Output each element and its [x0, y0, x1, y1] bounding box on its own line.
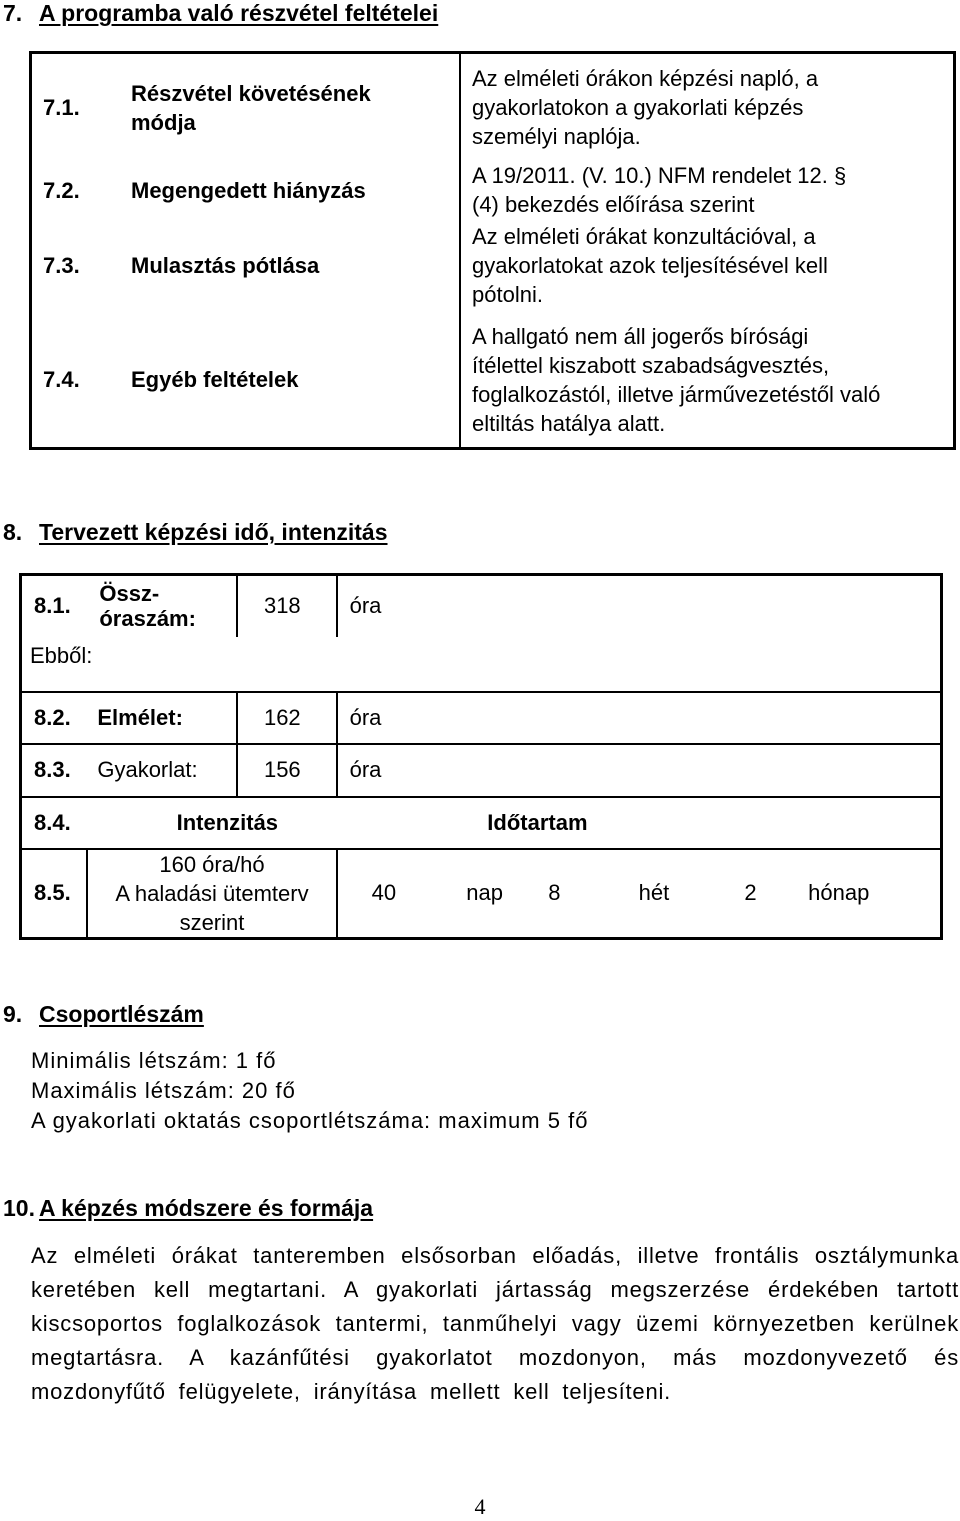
table-row	[31, 312, 955, 449]
row-label-line: Össz-	[99, 581, 160, 607]
row-value	[460, 161, 955, 219]
training-time-table	[19, 573, 943, 940]
row-label: Megengedett hiányzás	[129, 161, 460, 219]
page-number: 4	[474, 1494, 486, 1519]
section-10-heading	[3, 1195, 373, 1222]
row-label	[87, 575, 237, 637]
hours-value: 162	[237, 692, 337, 744]
duration-header: Időtartam	[427, 797, 941, 849]
days-value: 40	[337, 849, 428, 939]
section-number: 7.	[3, 0, 23, 26]
intensity-line: 160 óra/hó	[159, 851, 265, 877]
table-row	[31, 53, 955, 162]
row-number: 8.1.	[34, 593, 71, 619]
empty-cell	[427, 575, 941, 637]
hours-value: 156	[237, 744, 337, 797]
section-7-heading	[3, 0, 438, 27]
table-row	[31, 161, 955, 219]
section-title: Tervezett képzési idő, intenzitás	[39, 519, 388, 545]
months-value: 2	[699, 849, 780, 939]
value-line: pótolni.	[472, 282, 543, 307]
section-title: A képzés módszere és formája	[39, 1195, 374, 1221]
value-line: (4) bekezdés előírása szerint	[472, 192, 755, 217]
participation-conditions-table	[29, 51, 956, 450]
months-unit: hónap	[780, 849, 941, 939]
row-label-line: módja	[131, 109, 196, 135]
section-number: 10.	[3, 1195, 35, 1221]
days-unit: nap	[427, 849, 510, 939]
table-row	[21, 575, 942, 637]
empty-cell	[427, 744, 941, 797]
row-label: Elmélet:	[87, 692, 237, 744]
row-number: 8.3.	[21, 744, 88, 797]
value-line: foglalkozástól, illetve járművezetéstől való	[472, 381, 881, 407]
group-size-list	[31, 1046, 588, 1136]
value-line: Az elméleti órákat konzultációval, a	[472, 224, 816, 249]
row-value	[460, 219, 955, 312]
intensity-line: A haladási ütemterv	[115, 880, 309, 906]
row-number: 8.4.	[21, 797, 88, 849]
weeks-unit: hét	[613, 849, 700, 939]
table-row	[21, 797, 942, 849]
value-line: A hallgató nem áll jogerős bírósági	[472, 323, 809, 349]
intensity-header: Intenzitás	[87, 797, 427, 849]
row-value	[460, 53, 955, 162]
subtotal-label: Ebből:	[30, 642, 93, 668]
value-line: gyakorlatokon a gyakorlati képzés	[472, 95, 804, 120]
min-group-size: Minimális létszám: 1 fő	[31, 1048, 277, 1073]
hours-unit: óra	[349, 593, 382, 619]
table-row	[21, 692, 942, 744]
section-title: A programba való részvétel feltételei	[39, 0, 439, 26]
section-9-heading	[3, 1001, 204, 1028]
row-label	[129, 53, 460, 162]
max-group-size: Maximális létszám: 20 fő	[31, 1078, 296, 1103]
practical-group-size: A gyakorlati oktatás csoportlétszáma: maximum 5 fő	[31, 1108, 589, 1133]
row-number: 7.1.	[43, 95, 80, 120]
value-line: személyi naplója.	[472, 124, 641, 149]
row-label-line: Részvétel követésének	[131, 80, 371, 106]
hours-value: 318	[237, 575, 337, 637]
section-number: 9.	[3, 1001, 23, 1027]
table-row	[21, 637, 942, 692]
row-label: Egyéb feltételek	[129, 312, 460, 449]
row-number: 7.3.	[43, 253, 80, 278]
table-row	[21, 849, 942, 939]
method-paragraph: Az elméleti órákat tanteremben elsősorban előadás, illetve frontális osztálymunka keretében kell megtartani. A gyakorlati jártasság megszerzése érdekében tartott kiscsoportos foglalkozások tantermi, tanműhelyi vagy üzemi környezetben kerülnek megtartásra. A kazánfűtési gyakorlatot mozdonyon, más mozdonyvezető és mozdonyfűtő felügyelete, irányítása mellett kell teljesíteni.	[31, 1243, 959, 1404]
hours-unit: óra	[337, 744, 428, 797]
intensity-value	[87, 849, 336, 939]
table-row	[21, 744, 942, 797]
row-label-line: óraszám:	[99, 606, 196, 632]
row-number: 8.2.	[21, 692, 88, 744]
value-line: ítélettel kiszabott szabadságvesztés,	[472, 352, 830, 378]
row-number: 8.5.	[21, 849, 88, 939]
section-title: Csoportlészám	[39, 1001, 204, 1027]
value-line: Az elméleti órákon képzési napló, a	[472, 66, 819, 91]
empty-cell	[427, 692, 941, 744]
value-line: eltiltás hatálya alatt.	[472, 410, 666, 436]
row-label: Mulasztás pótlása	[129, 219, 460, 312]
section-number: 8.	[3, 519, 23, 545]
table-row	[31, 219, 955, 312]
value-line: gyakorlatokat azok teljesítésével kell	[472, 253, 828, 278]
row-number: 7.4.	[43, 367, 80, 392]
row-number: 7.2.	[43, 177, 80, 203]
value-line: A 19/2011. (V. 10.) NFM rendelet 12. §	[472, 163, 847, 188]
row-label: Gyakorlat:	[87, 744, 237, 797]
intensity-line: szerint	[179, 909, 245, 935]
row-value	[460, 312, 955, 449]
weeks-value: 8	[510, 849, 612, 939]
section-8-heading	[3, 519, 388, 546]
hours-unit: óra	[337, 692, 428, 744]
